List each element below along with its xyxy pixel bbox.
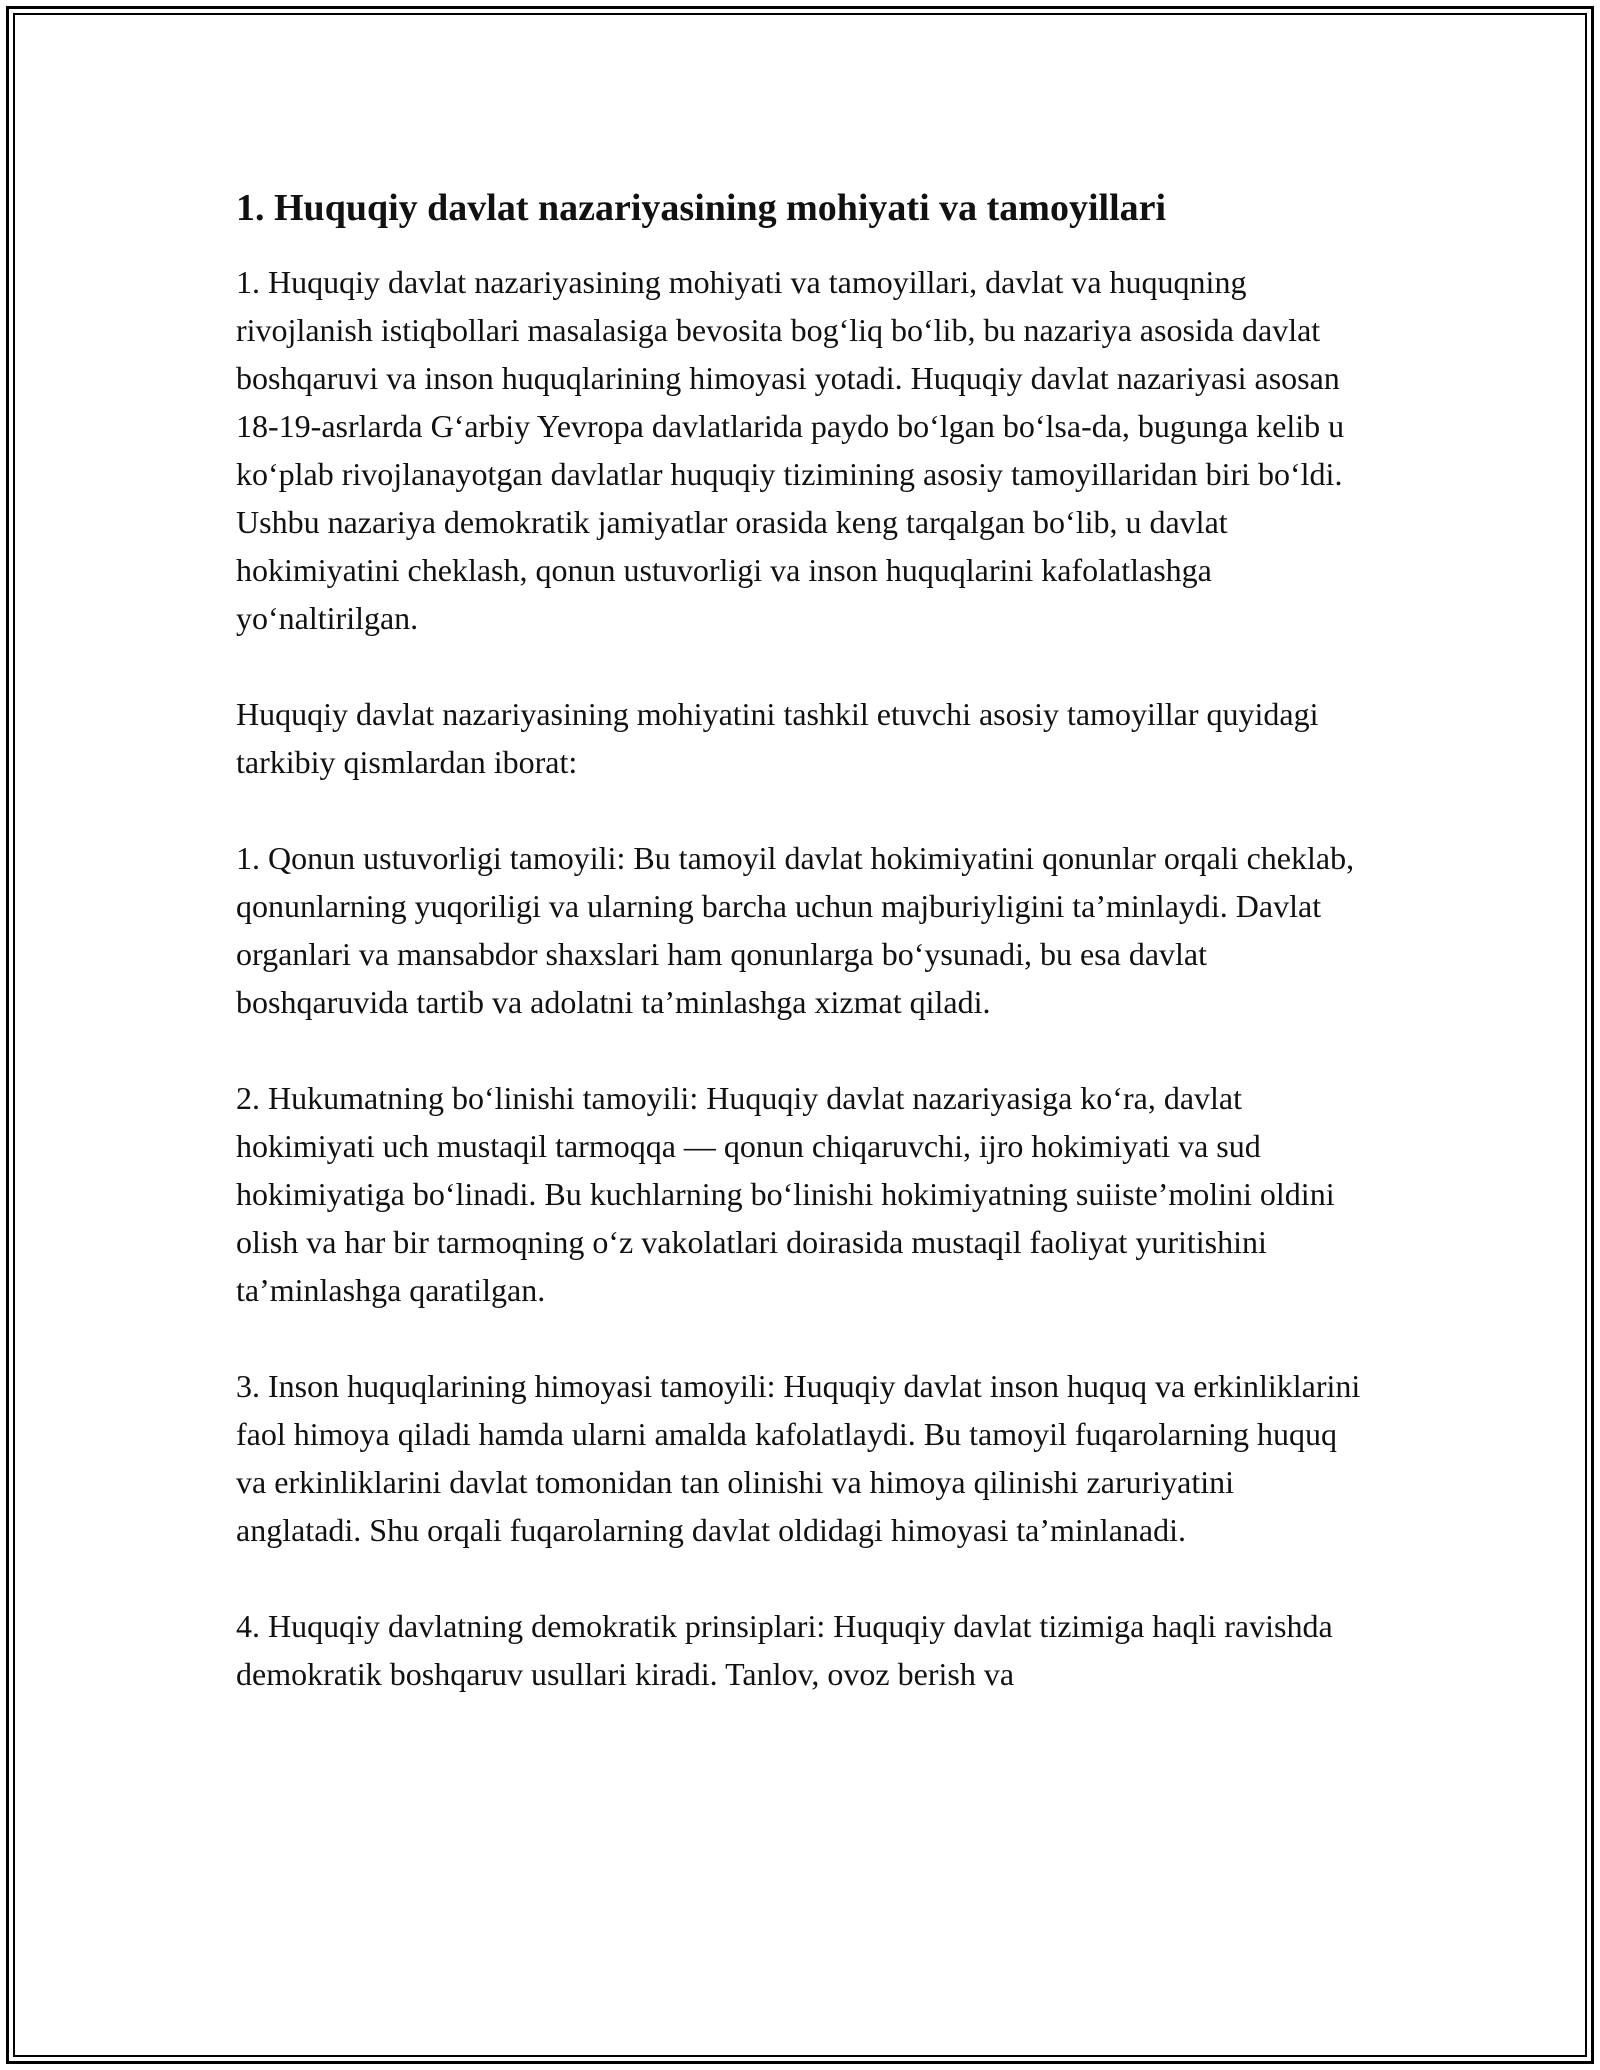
- principle-human-rights-paragraph: 3. Inson huquqlarining himoyasi tamoyili: Huquqiy davlat inson huquq va erkinliklarini faol himoya qiladi hamda ularni amalda kafolatlaydi. Bu tamoyil fuqarolarning huquq va erkinliklarini davlat tomonidan tan olinishi va himoya qilinishi zaruriyatini anglatadi. Shu orqali fuqarolarning davlat oldidagi himoyasi ta’minlanadi.: [236, 1368, 1361, 1548]
- intro-paragraph: 1. Huquqiy davlat nazariyasining mohiyati va tamoyillari, davlat va huquqning rivojlanish istiqbollari masalasiga bevosita bog‘liq bo‘lib, bu nazariya asosida davlat boshqaruvi va inson huquqlarining himoyasi yotadi. Huquqiy davlat nazariyasi asosan 18-19-asrlarda G‘arbiy Yevropa davlatlarida paydo bo‘lgan bo‘lsa-da, bugunga kelib u ko‘plab rivojlanayotgan davlatlar huquqiy tizimining asosiy tamoyillaridan biri bo‘ldi. Ushbu nazariya demokratik jamiyatlar orasida keng tarqalgan bo‘lib, u davlat hokimiyatini cheklash, qonun ustuvorligi va inson huquqlarini kafolatlashga yo‘naltirilgan.: [236, 264, 1345, 636]
- document-body: [236, 184, 1366, 1746]
- principle-rule-of-law-paragraph: 1. Qonun ustuvorligi tamoyili: Bu tamoyil davlat hokimiyatini qonunlar orqali cheklab, qonunlarning yuqoriligi va ularning barcha uchun majburiyligini ta’minlaydi. Davlat organlari va mansabdor shaxslari ham qonunlarga bo‘ysunadi, bu esa davlat boshqaruvida tartib va adolatni ta’minlashga xizmat qiladi.: [236, 840, 1355, 1020]
- page-title: 1. Huquqiy davlat nazariyasining mohiyati va tamoyillari: [236, 187, 1167, 229]
- principle-democracy-paragraph: 4. Huquqiy davlatning demokratik prinsiplari: Huquqiy davlat tizimiga haqli ravishda demokratik boshqaruv usullari kiradi. Tanlov, ovoz berish va: [236, 1608, 1333, 1692]
- principle-separation-of-powers-paragraph: 2. Hukumatning bo‘linishi tamoyili: Huquqiy davlat nazariyasiga ko‘ra, davlat hokimiyati uch mustaqil tarmoqqa — qonun chiqaruvchi, ijro hokimiyati va sud hokimiyatiga bo‘linadi. Bu kuchlarning bo‘linishi hokimiyatning suiiste’molini oldini olish va har bir tarmoqning o‘z vakolatlari doirasida mustaqil faoliyat yuritishini ta’minlashga qaratilgan.: [236, 1080, 1335, 1308]
- principles-intro-paragraph: Huquqiy davlat nazariyasining mohiyatini tashkil etuvchi asosiy tamoyillar quyidagi tarkibiy qismlardan iborat:: [236, 696, 1319, 780]
